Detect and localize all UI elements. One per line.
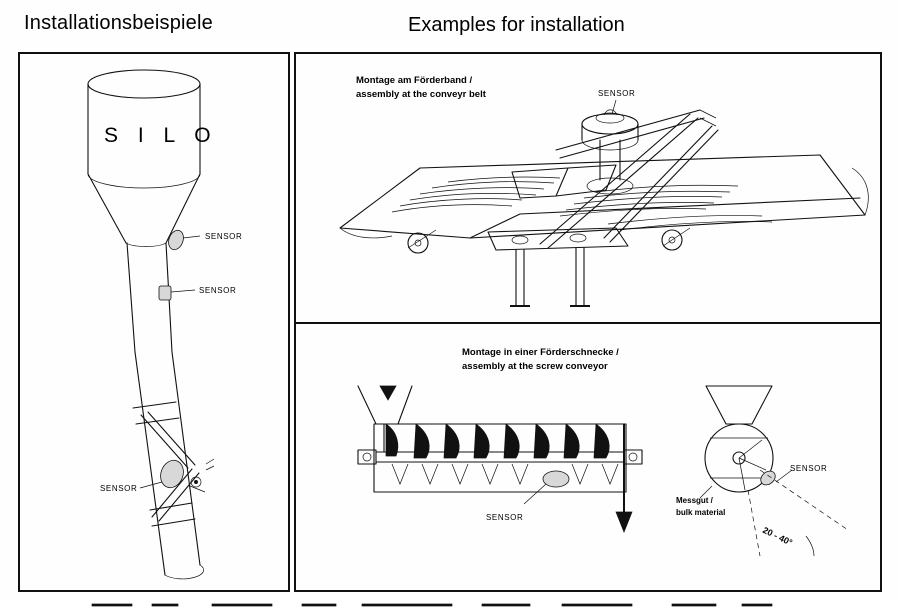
angle-label: 20 - 40°: [761, 524, 794, 548]
screw-caption: [462, 346, 619, 375]
screw-sensor-label-right: SENSOR: [790, 464, 828, 473]
silo-sensor-label-3: SENSOR: [100, 484, 138, 493]
silo-label: S I L O: [104, 124, 218, 147]
conveyor-caption: [356, 74, 486, 103]
conveyor-caption-en: assembly at the conveyr belt: [356, 89, 486, 101]
silo-sensor-label-2: SENSOR: [199, 286, 237, 295]
bulk-material-label-en: bulk material: [676, 507, 726, 517]
bulk-material-label-de: Messgut /: [676, 496, 713, 505]
page-title-right: Examples for installation: [408, 14, 625, 36]
page-title-left: Installationsbeispiele: [24, 12, 213, 34]
screw-caption-de: Montage in einer Förderschnecke /: [462, 347, 619, 358]
bottom-artifact-marks: [92, 603, 792, 607]
silo-sensor-label-1: SENSOR: [205, 232, 243, 241]
screw-sensor-label-left: SENSOR: [486, 513, 524, 522]
conveyor-sensor-label: SENSOR: [598, 89, 636, 98]
conveyor-caption-de: Montage am Förderband /: [356, 75, 473, 86]
screw-caption-en: assembly at the screw conveyor: [462, 361, 608, 373]
bulk-material-label: [676, 495, 725, 518]
